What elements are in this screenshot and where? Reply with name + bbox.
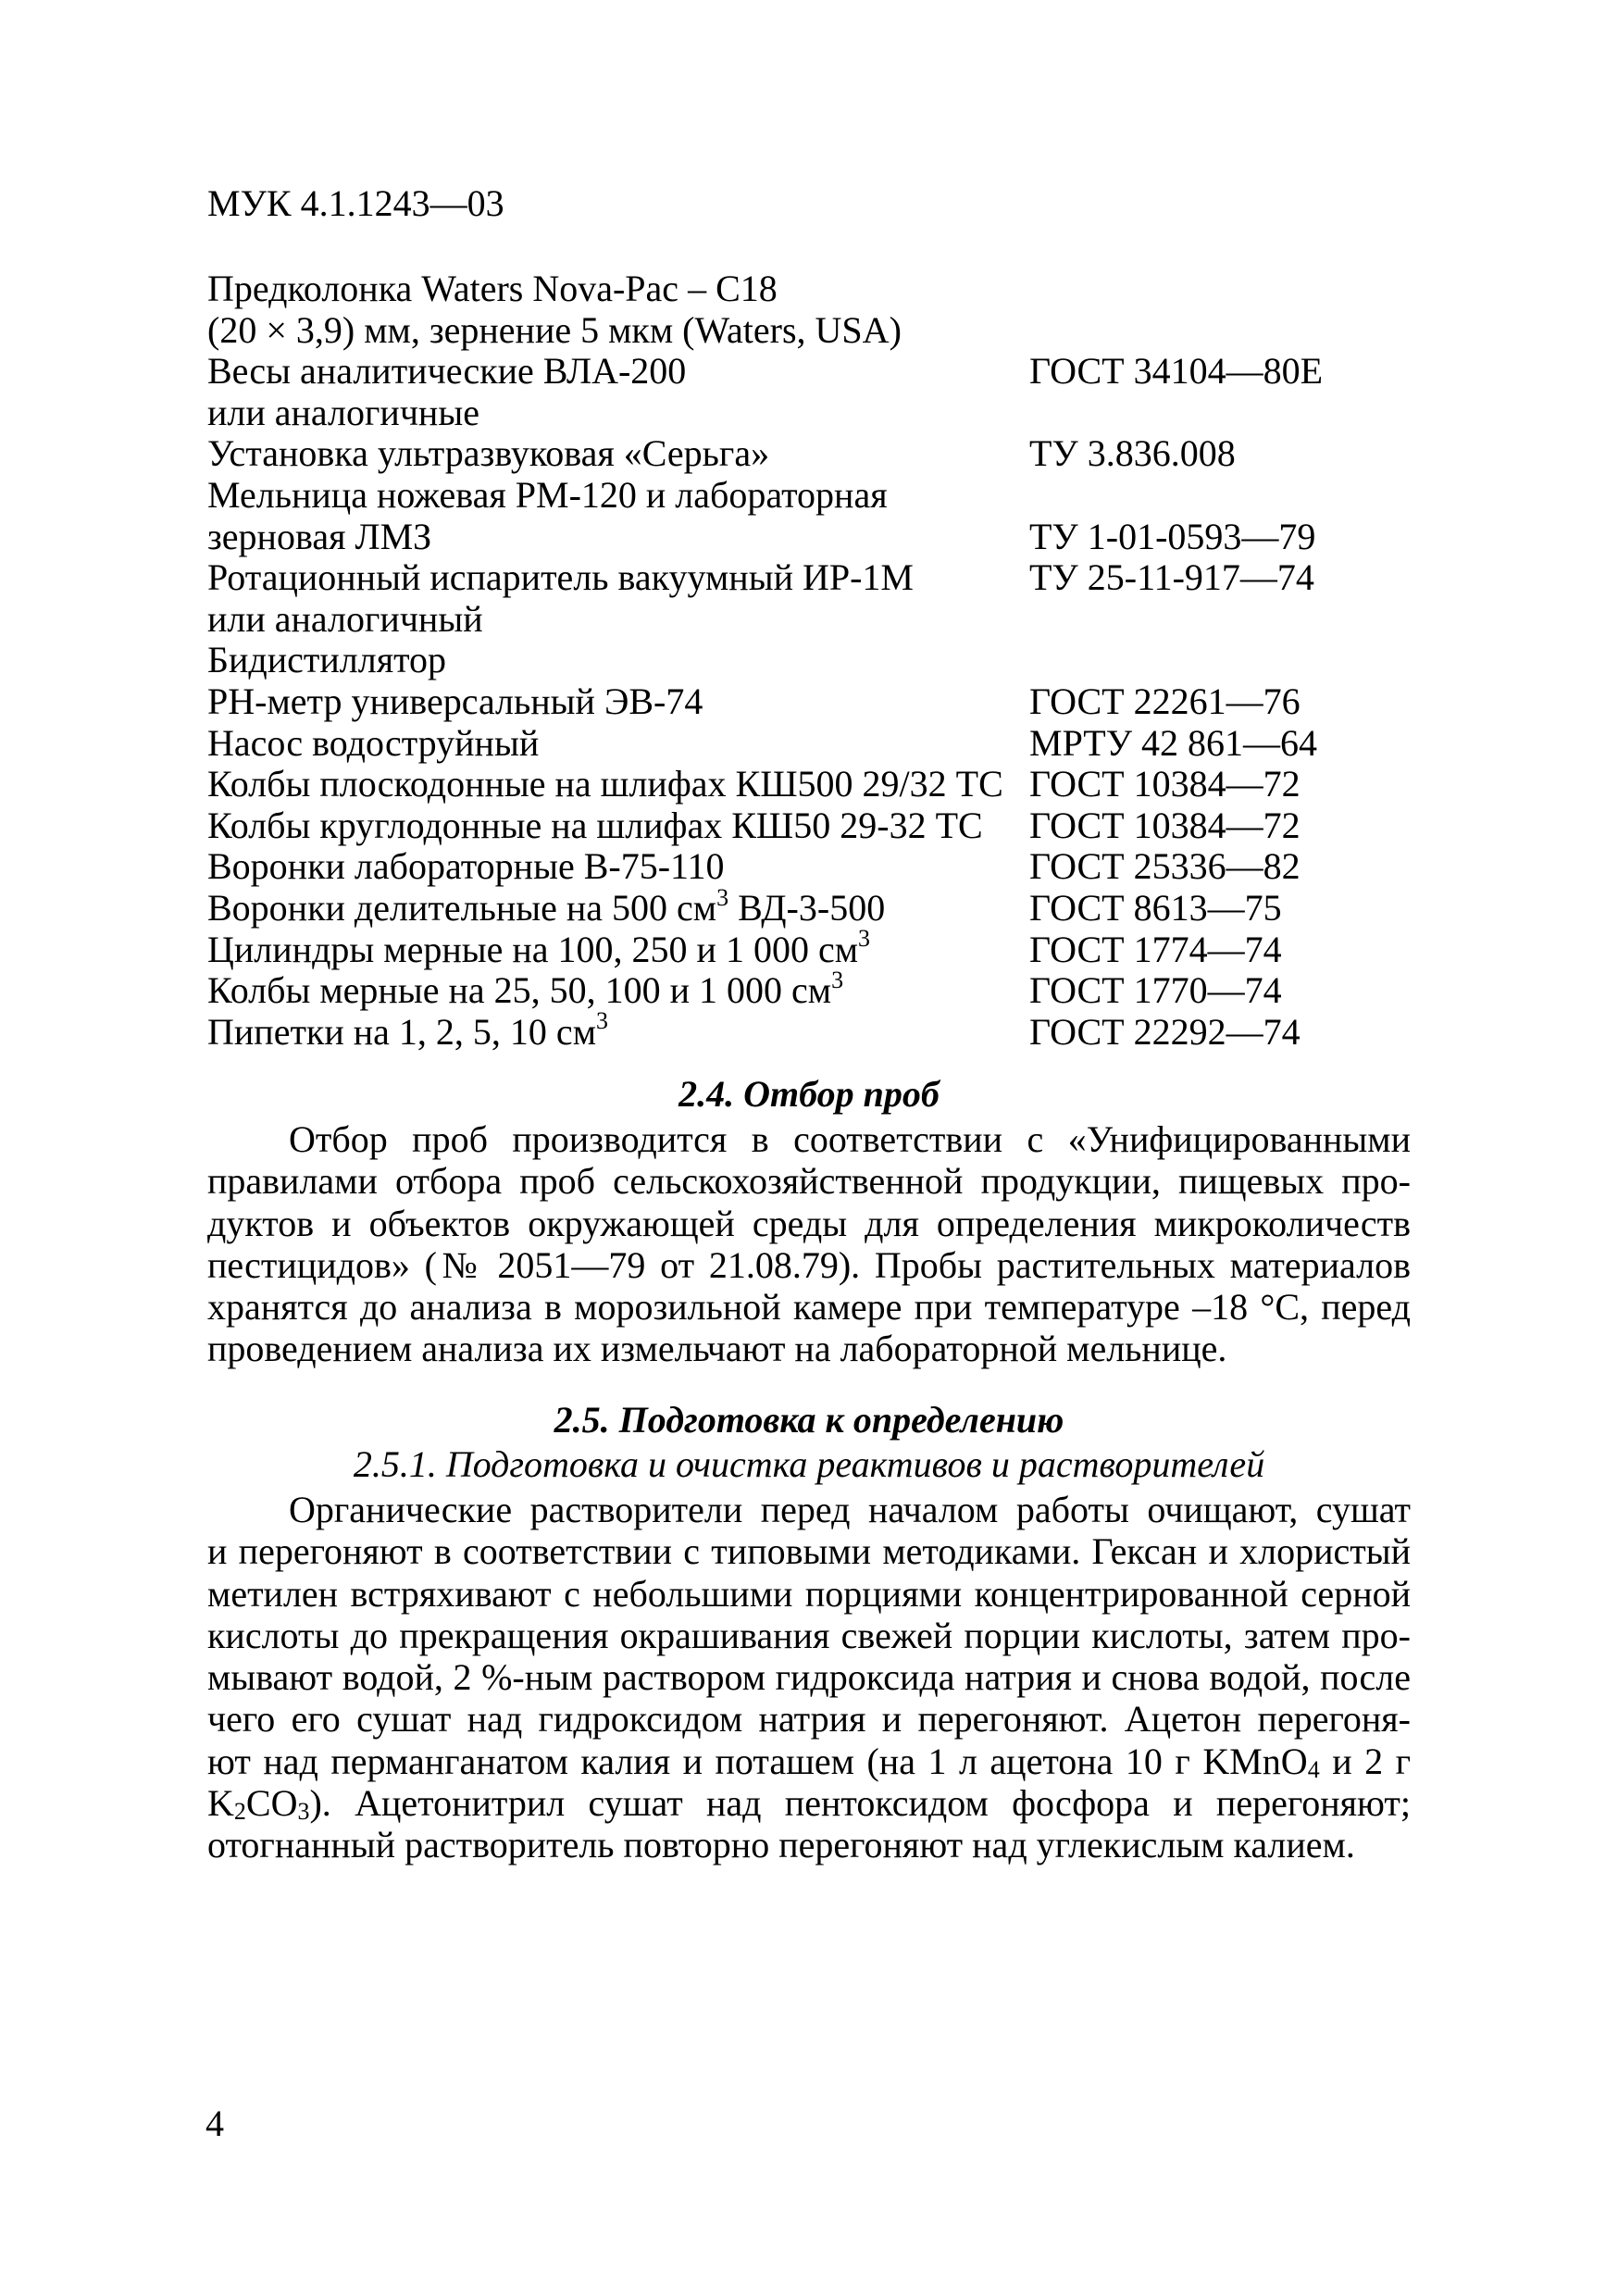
equipment-row xyxy=(207,640,1429,681)
equipment-name: зерновая ЛМЗ xyxy=(207,515,432,557)
equipment-name: Установка ультразвуковая «Серьга» xyxy=(207,432,770,475)
equipment-name: или аналогичные xyxy=(207,391,479,433)
equipment-row xyxy=(207,557,1429,599)
equipment-standard: ГОСТ 8613—75 xyxy=(1029,886,1282,929)
unit-exponent: 3 xyxy=(858,925,871,953)
equipment-name-text: Колбы мерные на 25, 50, 100 и 1 000 см xyxy=(207,969,832,1012)
equipment-standard: ГОСТ 34104—80Е xyxy=(1029,350,1324,393)
equipment-name: Мельница ножевая РМ-120 и лабораторная xyxy=(207,473,888,516)
section-2-5-1-paragraph xyxy=(207,1489,1411,1866)
equipment-name-text: Пипетки на 1, 2, 5, 10 см xyxy=(207,1010,596,1053)
paragraph-line: мывают водой, 2 %-ным раствором гидроксида натрия и снова водой, после xyxy=(207,1656,1411,1699)
unit-exponent: 3 xyxy=(596,1007,608,1035)
equipment-name: Воронки лабораторные В-75-110 xyxy=(207,845,725,888)
equipment-name-text: Цилиндры мерные на 100, 250 и 1 000 см xyxy=(207,928,859,970)
equipment-name xyxy=(207,966,844,1012)
equipment-name: Предколонка Waters Nova-Pac – C18 xyxy=(207,268,778,309)
paragraph-line: хранятся до анализа в морозильной камере при температуре –18 °С, перед xyxy=(207,1286,1411,1329)
paragraph-line xyxy=(207,1741,1411,1782)
equipment-row xyxy=(207,883,1429,930)
equipment-name: или аналогичный xyxy=(207,597,483,640)
equipment-standard: ГОСТ 22292—74 xyxy=(1029,1010,1301,1053)
equipment-list xyxy=(207,268,1429,1053)
text-run: CO xyxy=(245,1782,298,1825)
equipment-name-suffix: ВД-3-500 xyxy=(728,886,886,929)
equipment-row xyxy=(207,393,1429,434)
paragraph-line: Отбор проб производится в соответствии с «Унифицированными xyxy=(289,1118,1411,1160)
text-run: ют над перманганатом калия и поташем (на 1 л ацетона 10 г KMnO xyxy=(207,1740,1308,1782)
paragraph-line: и перегоняют в соответствии с типовыми методиками. Гексан и хлористый xyxy=(207,1530,1411,1573)
equipment-row xyxy=(207,681,1429,723)
chemical-subscript: 2 xyxy=(233,1798,246,1826)
paragraph-line: пестицидов» (№ 2051—79 от 21.08.79). Пробы растительных материалов xyxy=(207,1243,1411,1286)
equipment-standard: ТУ 3.836.008 xyxy=(1029,432,1236,475)
equipment-row xyxy=(207,599,1429,641)
equipment-row xyxy=(207,268,1429,310)
section-2-5-title: 2.5. Подготовка к определению xyxy=(554,1399,1064,1441)
equipment-name xyxy=(207,883,886,930)
equipment-row xyxy=(207,475,1429,517)
document-code-header: МУК 4.1.1243—03 xyxy=(207,182,504,224)
paragraph-line: чего его сушат над гидроксидом натрия и перегоняют. Ацетон перегоня- xyxy=(207,1698,1411,1741)
equipment-row xyxy=(207,805,1429,847)
equipment-name: (20 × 3,9) мм, зернение 5 мкм (Waters, USA) xyxy=(207,308,902,351)
equipment-name xyxy=(207,925,871,971)
paragraph-line: кислоты до прекращения окрашивания свежей порции кислоты, затем про- xyxy=(207,1614,1411,1656)
equipment-row xyxy=(207,925,1429,971)
unit-exponent: 3 xyxy=(831,966,844,993)
equipment-row xyxy=(207,966,1429,1012)
equipment-name xyxy=(207,1007,608,1054)
paragraph-line: проведением анализа их измельчают на лабораторной мельнице. xyxy=(207,1328,1227,1370)
equipment-row xyxy=(207,846,1429,888)
unit-exponent: 3 xyxy=(716,883,729,911)
equipment-name: Ротационный испаритель вакуумный ИР-1М xyxy=(207,556,914,599)
paragraph-line: Органические растворители перед началом работы очищают, сушат xyxy=(289,1489,1411,1530)
paragraph-line: метилен встряхивают с небольшими порциями концентрированной серной xyxy=(207,1572,1411,1615)
equipment-row xyxy=(207,764,1429,805)
equipment-standard: ГОСТ 1774—74 xyxy=(1029,928,1282,970)
equipment-standard: ТУ 25-11-917—74 xyxy=(1029,556,1314,599)
equipment-standard: ТУ 1-01-0593—79 xyxy=(1029,515,1316,557)
equipment-standard: ГОСТ 22261—76 xyxy=(1029,680,1301,722)
equipment-row xyxy=(207,351,1429,393)
equipment-row xyxy=(207,433,1429,475)
equipment-standard: МРТУ 42 861—64 xyxy=(1029,721,1318,764)
equipment-name: Колбы плоскодонные на шлифах КШ500 29/32 ТС xyxy=(207,763,1003,805)
section-2-4-title: 2.4. Отбор проб xyxy=(678,1073,940,1115)
paragraph-line: правилами отбора проб сельскохозяйственной продукции, пищевых про- xyxy=(207,1160,1411,1203)
equipment-row xyxy=(207,1007,1429,1054)
equipment-name: РН-метр универсальный ЭВ-74 xyxy=(207,680,703,722)
equipment-name-text: Воронки делительные на 500 см xyxy=(207,886,717,929)
paragraph-line xyxy=(207,1782,1411,1824)
chemical-subscript: 3 xyxy=(297,1798,310,1826)
equipment-name: Насос водоструйный xyxy=(207,721,540,764)
equipment-row xyxy=(207,517,1429,558)
text-run: и 2 г xyxy=(1319,1740,1411,1782)
text-run: K xyxy=(207,1782,234,1825)
paragraph-line: дуктов и объектов окружающей среды для определения микроколичеств xyxy=(207,1202,1411,1244)
section-2-4-paragraph xyxy=(207,1118,1411,1370)
text-run: ). Ацетонитрил сушат над пентоксидом фосфора и перегоняют; xyxy=(309,1782,1411,1825)
subsection-2-5-1-title: 2.5.1. Подготовка и очистка реактивов и растворителей xyxy=(353,1443,1265,1485)
page-number: 4 xyxy=(205,2103,224,2144)
equipment-row xyxy=(207,723,1429,765)
chemical-subscript: 4 xyxy=(1307,1755,1320,1783)
equipment-standard: ГОСТ 10384—72 xyxy=(1029,763,1301,805)
equipment-standard: ГОСТ 25336—82 xyxy=(1029,845,1301,888)
equipment-name: Бидистиллятор xyxy=(207,639,447,681)
equipment-standard: ГОСТ 10384—72 xyxy=(1029,804,1301,846)
paragraph-line: отогнанный растворитель повторно перегоняют над углекислым калием. xyxy=(207,1824,1355,1866)
equipment-standard: ГОСТ 1770—74 xyxy=(1029,969,1282,1012)
equipment-name: Весы аналитические ВЛА-200 xyxy=(207,350,687,393)
equipment-name: Колбы круглодонные на шлифах КШ50 29-32 ТС xyxy=(207,804,983,846)
equipment-row xyxy=(207,310,1429,352)
